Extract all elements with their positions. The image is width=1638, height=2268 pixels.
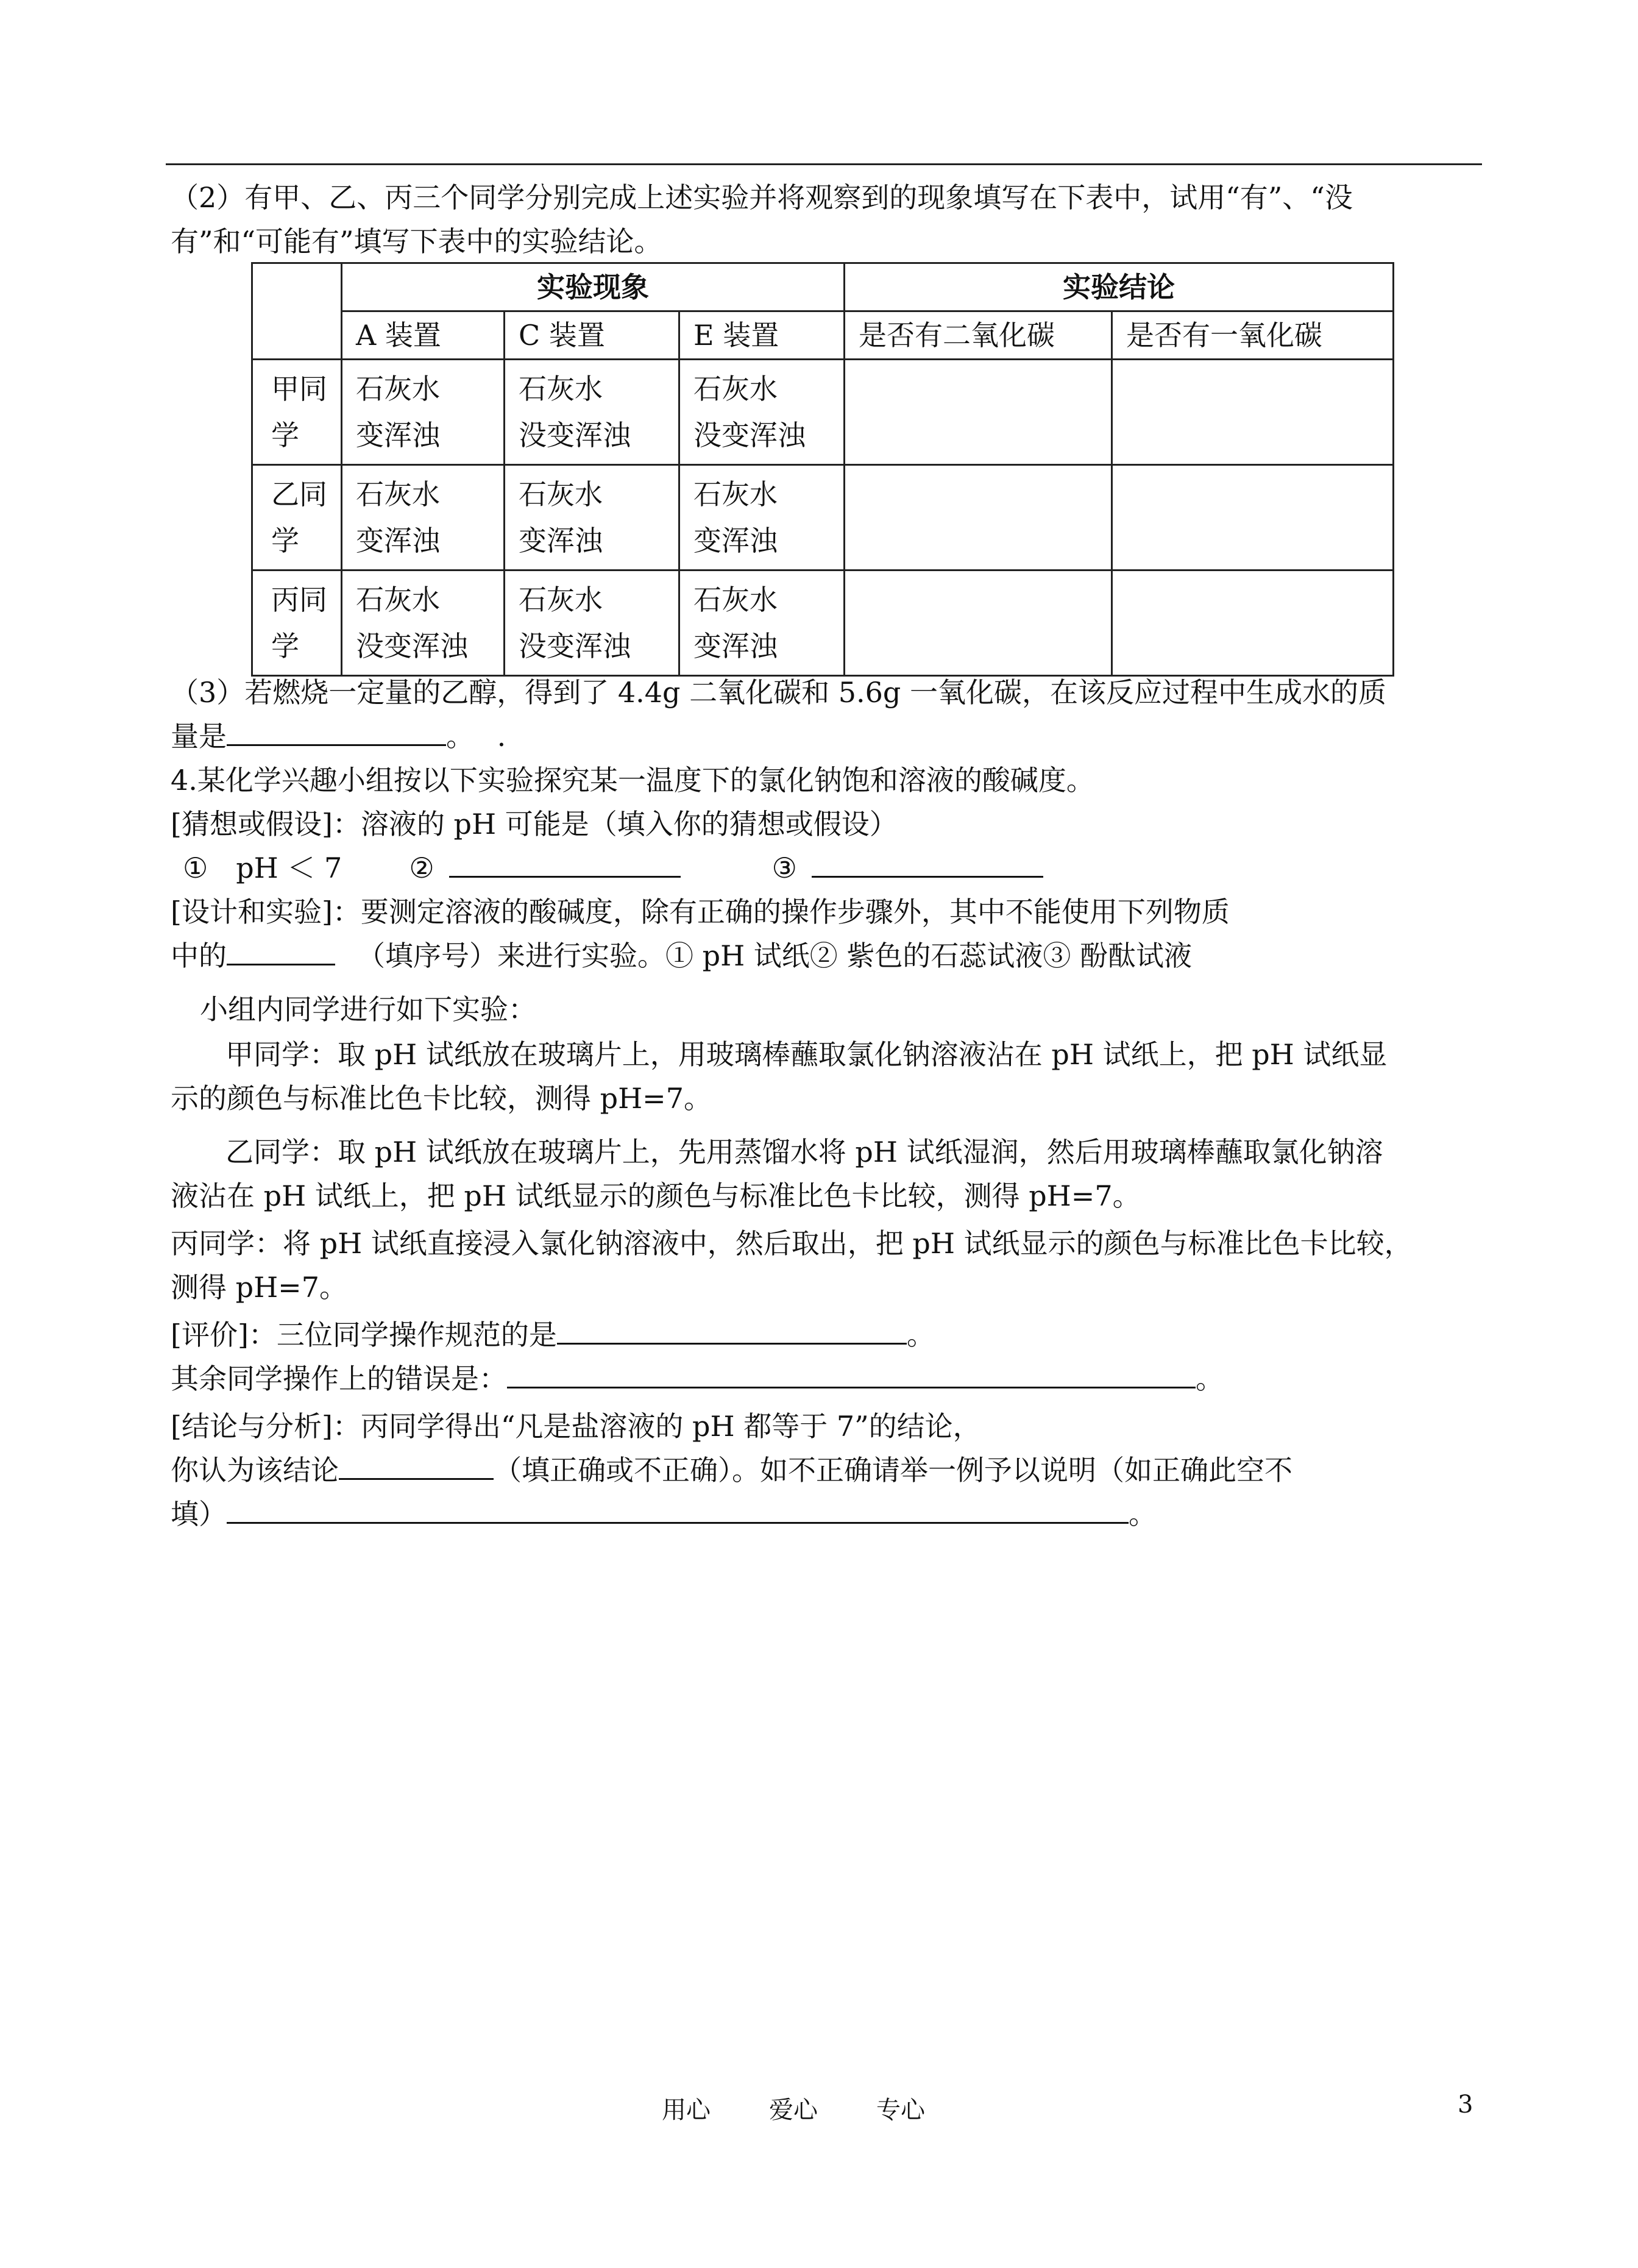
student-name-line1: 乙同	[271, 478, 327, 511]
eval-answer-blank[interactable]	[557, 1314, 907, 1345]
cell-co2-answer[interactable]	[845, 360, 1112, 465]
table-corner-cell	[252, 263, 342, 360]
q3-suffix: 。 .	[446, 720, 506, 753]
student-name-cell	[252, 465, 342, 571]
cell-e-line2: 变浑浊	[693, 524, 778, 557]
errors-prefix: 其余同学操作上的错误是：	[171, 1362, 507, 1395]
cell-co-answer[interactable]	[1112, 465, 1394, 571]
cell-c-line2: 变浑浊	[519, 524, 603, 557]
q4-evaluation	[171, 1310, 935, 1359]
header-rule	[166, 163, 1482, 165]
student-name-line1: 丙同	[271, 583, 327, 616]
cell-a-line2: 变浑浊	[356, 524, 440, 557]
q4-jia-line2: 示的颜色与标准比色卡比较，测得 pH=7。	[171, 1082, 712, 1115]
cell-co-answer[interactable]	[1112, 571, 1394, 676]
cell-a-line1: 石灰水	[356, 583, 440, 616]
errors-suffix: 。	[1196, 1362, 1224, 1395]
student-name-cell	[252, 360, 342, 465]
option-2-label: ②	[409, 851, 434, 884]
q2-line2: 有”和“可能有”填写下表中的实验结论。	[171, 225, 662, 258]
example-answer-blank[interactable]	[227, 1493, 1129, 1524]
subheader-a: A 装置	[342, 311, 505, 360]
q4-design-line1: [设计和实验]：要测定溶液的酸碱度，除有正确的操作步骤外，其中不能使用下列物质	[171, 895, 1230, 928]
cell-c-line1: 石灰水	[519, 583, 603, 616]
q4-bing-line2: 测得 pH=7。	[171, 1271, 347, 1304]
cell-a-line1: 石灰水	[356, 372, 440, 405]
cell-c-line1: 石灰水	[519, 372, 603, 405]
option-3-blank[interactable]	[812, 847, 1043, 878]
cell-c-line2: 没变浑浊	[519, 630, 631, 663]
table-row	[252, 465, 1394, 571]
cell-c	[505, 360, 679, 465]
student-name-line2: 学	[271, 630, 299, 663]
cell-e	[679, 360, 845, 465]
cell-a-line2: 没变浑浊	[356, 630, 468, 663]
header-phenomenon: 实验现象	[342, 263, 845, 311]
table-subheader-row	[252, 311, 1394, 360]
cell-a	[342, 571, 505, 676]
option-3-label: ③	[771, 851, 797, 884]
q4-conclusion-line3	[171, 1490, 1157, 1538]
q4-yi-line2: 液沾在 pH 试纸上，把 pH 试纸显示的颜色与标准比色卡比较，测得 pH=7。	[171, 1179, 1141, 1212]
conclusion-suffix: （填正确或不正确）。如不正确请举一例予以说明（如正确此空不	[494, 1454, 1292, 1487]
q2-line1: （2）有甲、乙、丙三个同学分别完成上述实验并将观察到的现象填写在下表中，试用“有”、“没	[171, 181, 1353, 214]
subheader-has-co: 是否有一氧化碳	[1112, 311, 1394, 360]
q4-options	[183, 844, 1043, 892]
page-number: 3	[1458, 2091, 1473, 2119]
cell-a	[342, 360, 505, 465]
subheader-e: E 装置	[679, 311, 845, 360]
design-answer-blank[interactable]	[227, 934, 335, 965]
q4-conclusion-line1: [结论与分析]：丙同学得出“凡是盐溶液的 pH 都等于 7”的结论，	[171, 1410, 981, 1443]
q3-prefix: 量是	[171, 720, 227, 753]
cell-c-line2: 没变浑浊	[519, 419, 631, 452]
footer-slogan-2: 爱心	[769, 2096, 818, 2124]
cell-co-answer[interactable]	[1112, 360, 1394, 465]
q3-answer-blank[interactable]	[227, 715, 446, 746]
q4-errors	[171, 1354, 1224, 1403]
q4-conclusion-line2	[171, 1446, 1292, 1495]
cell-e-line2: 变浑浊	[693, 630, 778, 663]
experiment-table	[251, 262, 1394, 677]
cell-c-line1: 石灰水	[519, 478, 603, 511]
q4-group-intro: 小组内同学进行如下实验：	[200, 993, 536, 1026]
cell-e-line2: 没变浑浊	[693, 419, 806, 452]
cell-c	[505, 465, 679, 571]
q3-line2	[171, 712, 506, 761]
q4-jia-line1: 甲同学：取 pH 试纸放在玻璃片上，用玻璃棒蘸取氯化钠溶液沾在 pH 试纸上，把 pH 试纸显	[225, 1038, 1388, 1071]
cell-e-line1: 石灰水	[693, 372, 778, 405]
student-name-cell	[252, 571, 342, 676]
cell-c	[505, 571, 679, 676]
design-suffix: （填序号）来进行实验。① pH 试纸② 紫色的石蕊试液③ 酚酞试液	[357, 939, 1193, 972]
cell-e	[679, 571, 845, 676]
q4-yi-line1: 乙同学：取 pH 试纸放在玻璃片上，先用蒸馏水将 pH 试纸湿润，然后用玻璃棒蘸取氯化钠溶	[225, 1136, 1383, 1168]
example-prefix: 填）	[171, 1498, 227, 1530]
eval-suffix: 。	[906, 1318, 935, 1351]
example-suffix: 。	[1129, 1498, 1157, 1530]
option-2-blank[interactable]	[449, 847, 681, 878]
cell-e-line1: 石灰水	[693, 478, 778, 511]
cell-a-line2: 变浑浊	[356, 419, 440, 452]
q4-title: 4.某化学兴趣小组按以下实验探究某一温度下的氯化钠饱和溶液的酸碱度。	[171, 764, 1094, 797]
footer-slogan-1: 用心	[662, 2096, 711, 2124]
q3-line1: （3）若燃烧一定量的乙醇，得到了 4.4g 二氧化碳和 5.6g 一氧化碳，在该反应过程中生成水的质	[171, 676, 1386, 709]
table-row	[252, 360, 1394, 465]
subheader-c: C 装置	[505, 311, 679, 360]
subheader-has-co2: 是否有二氧化碳	[845, 311, 1112, 360]
q4-bing-line1: 丙同学：将 pH 试纸直接浸入氯化钠溶液中，然后取出，把 pH 试纸显示的颜色与标准比色卡比较，	[171, 1227, 1413, 1260]
student-name-line2: 学	[271, 524, 299, 557]
cell-e	[679, 465, 845, 571]
cell-co2-answer[interactable]	[845, 571, 1112, 676]
footer-slogan-3: 专心	[876, 2096, 925, 2124]
cell-co2-answer[interactable]	[845, 465, 1112, 571]
conclusion-prefix: 你认为该结论	[171, 1454, 339, 1487]
conclusion-answer-blank[interactable]	[339, 1449, 494, 1480]
eval-prefix: [评价]：三位同学操作规范的是	[171, 1318, 557, 1351]
errors-answer-blank[interactable]	[507, 1357, 1196, 1388]
student-name-line2: 学	[271, 419, 299, 452]
design-prefix: 中的	[171, 939, 227, 972]
cell-a-line1: 石灰水	[356, 478, 440, 511]
cell-a	[342, 465, 505, 571]
cell-e-line1: 石灰水	[693, 583, 778, 616]
option-1: ① pH ＜ 7	[183, 851, 342, 884]
table-row	[252, 571, 1394, 676]
table-header-row	[252, 263, 1394, 311]
q4-hypothesis: [猜想或假设]：溶液的 pH 可能是（填入你的猜想或假设）	[171, 808, 898, 841]
student-name-line1: 甲同	[271, 372, 327, 405]
q4-design-line2	[171, 931, 1192, 980]
header-conclusion: 实验结论	[845, 263, 1394, 311]
